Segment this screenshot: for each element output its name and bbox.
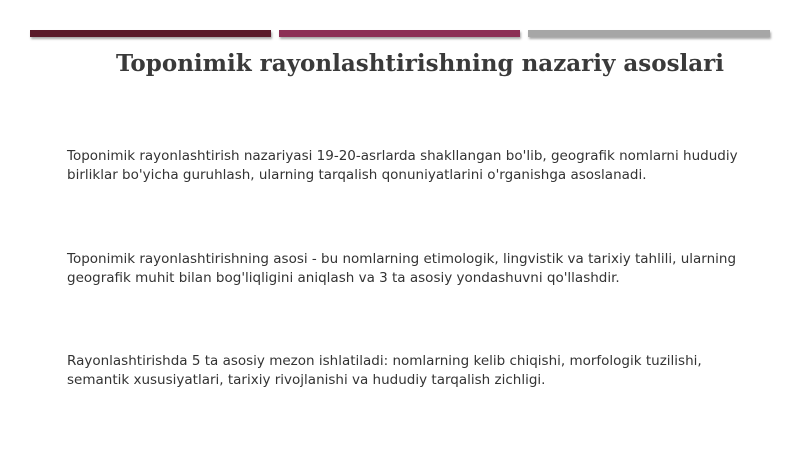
paragraph-2: Toponimik rayonlashtirishning asosi - bu nomlarning etimologik, lingvistik va tarixiy tahlili, ularning geografik muhit bilan bog'liqligini aniqlash va 3 ta asosiy yondashuvni qo'llashdir. bbox=[67, 251, 737, 286]
paragraph-3: Rayonlashtirishda 5 ta asosiy mezon ishlatiladi: nomlarning kelib chiqishi, morfologik tuzilishi, semantik xususiyatlari, tarixiy rivojlanishi va hududiy tarqalish zichligi. bbox=[67, 353, 702, 388]
paragraph-1: Toponimik rayonlashtirish nazariyasi 19-20-asrlarda shakllangan bo'lib, geografik nomlarni hududiy birliklar bo'yicha guruhlash, ularning tarqalish qonuniyatlarini o'rganishga asoslanadi. bbox=[67, 148, 738, 183]
decorative-bar-left bbox=[30, 30, 271, 37]
decorative-bar-middle bbox=[279, 30, 520, 37]
slide-title: Toponimik rayonlashtirishning nazariy asoslari bbox=[115, 50, 725, 77]
decorative-bar-right bbox=[528, 30, 770, 37]
